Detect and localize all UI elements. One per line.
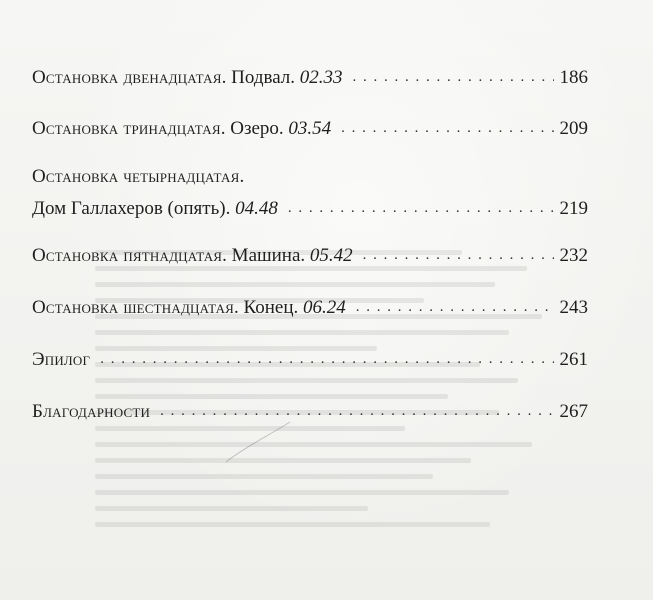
toc-entry-14 [32, 163, 588, 223]
toc-entry-title: Остановка пятнадцатая. Машина. 05.42 [32, 245, 353, 266]
page-number: 243 [559, 297, 588, 318]
toc-entry-title: Благодарности [32, 401, 151, 422]
toc-entry-title: Остановка шестнадцатая. Конец. 06.24 [32, 297, 346, 318]
dot-leader [363, 241, 554, 269]
page-number: 209 [559, 118, 588, 139]
toc-entry-12 [32, 64, 588, 92]
dot-leader [353, 63, 554, 91]
dot-leader [341, 114, 553, 142]
dot-leader [160, 397, 553, 425]
toc-entry-acknowledgements [32, 398, 588, 426]
toc-entry-15 [32, 242, 588, 270]
dot-leader [100, 345, 553, 373]
toc-entry-subtitle: Дом Галлахеров (опять). 04.48 [32, 198, 278, 219]
toc-entry-16 [32, 294, 588, 322]
page-number: 232 [559, 245, 588, 266]
toc-entry-13 [32, 115, 588, 143]
toc-entry-title: Эпилог [32, 349, 91, 370]
toc-entry-epilogue [32, 346, 588, 374]
dot-leader [356, 293, 554, 321]
page-number: 267 [559, 401, 588, 422]
toc-entry-title: Остановка четырнадцатая. [32, 166, 245, 187]
dot-leader [288, 194, 554, 222]
page-number: 219 [559, 198, 588, 219]
page-number: 186 [559, 67, 588, 88]
toc-entry-title: Остановка двенадцатая. Подвал. 02.33 [32, 67, 343, 88]
toc-entry-title: Остановка тринадцатая. Озеро. 03.54 [32, 118, 332, 139]
page-number: 261 [559, 349, 588, 370]
